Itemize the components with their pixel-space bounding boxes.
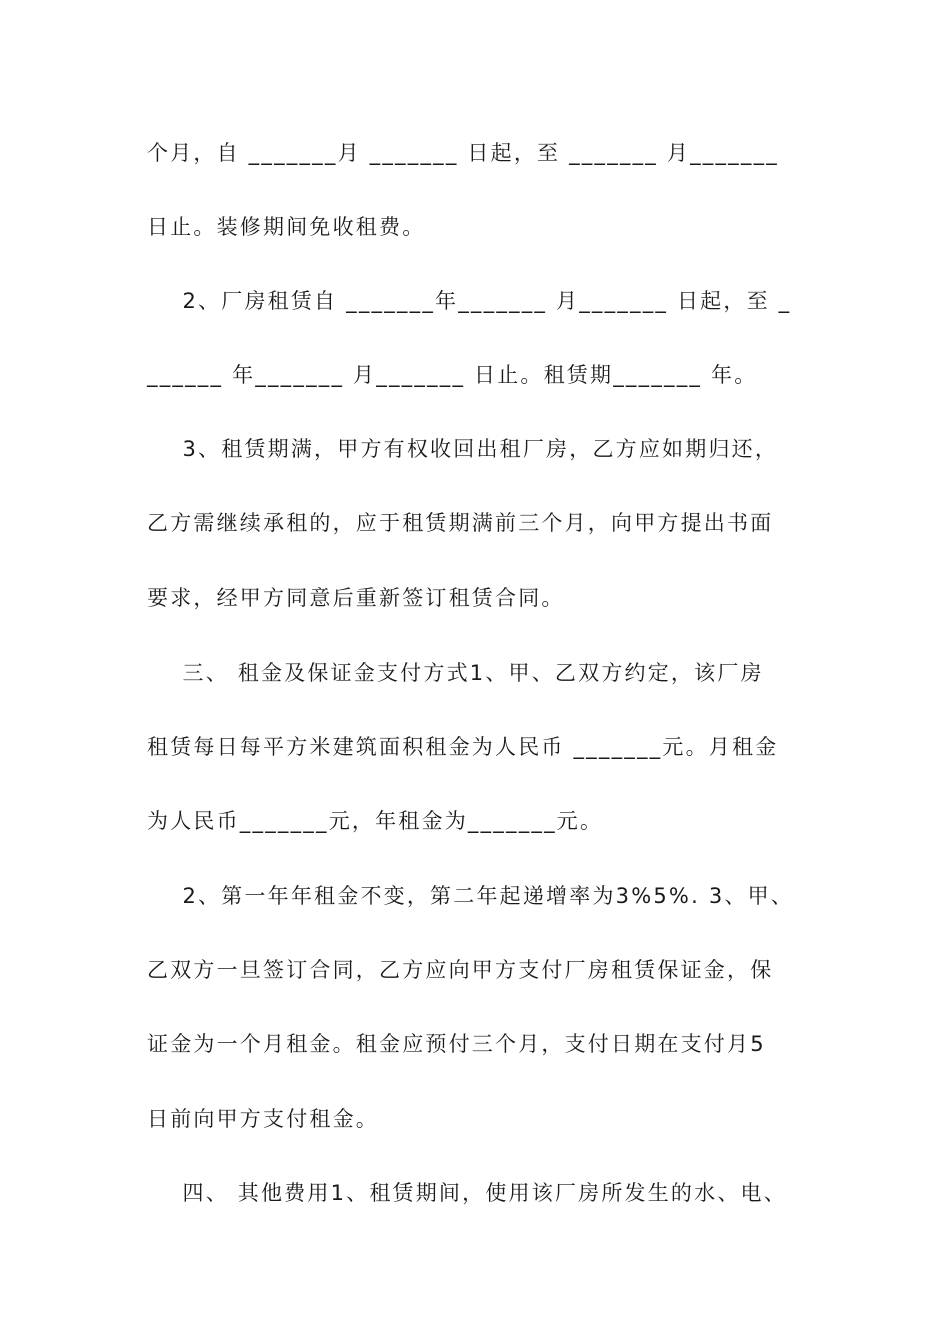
text-line: 3、租赁期满，甲方有权收回出租厂房，乙方应如期归还， [147,437,779,461]
text-line: 乙方需继续承租的，应于租赁期满前三个月，向甲方提出书面 [147,511,774,535]
text-line: 四、 其他费用1、租赁期间，使用该厂房所发生的水、电、 [147,1181,787,1205]
text-line: 日止。装修期间免收租费。 [147,215,426,239]
text-line: 三、 租金及保证金支付方式1、甲、乙双方约定，该厂房 [147,661,764,685]
text-line: 2、第一年年租金不变，第二年起递增率为3%5%. 3、甲、 [147,884,795,908]
text-line: ______ 年_______ 月_______ 日止。租赁期_______ 年。 [147,363,758,387]
text-line: 为人民币_______元，年租金为_______元。 [147,809,604,833]
text-line: 个月，自 _______月 _______ 日起，至 _______ 月_______ [147,141,779,165]
text-line: 要求，经甲方同意后重新签订租赁合同。 [147,586,565,610]
text-line: 乙双方一旦签订合同，乙方应向甲方支付厂房租赁保证金，保 [147,958,774,982]
text-line: 日前向甲方支付租金。 [147,1107,379,1131]
text-line: 证金为一个月租金。租金应预付三个月，支付日期在支付月5 [147,1032,766,1056]
text-line: 租赁每日每平方米建筑面积租金为人民币 _______元。月租金 [147,735,779,759]
text-line: 2、厂房租赁自 _______年_______ 月_______ 日起，至 _ [147,289,792,313]
